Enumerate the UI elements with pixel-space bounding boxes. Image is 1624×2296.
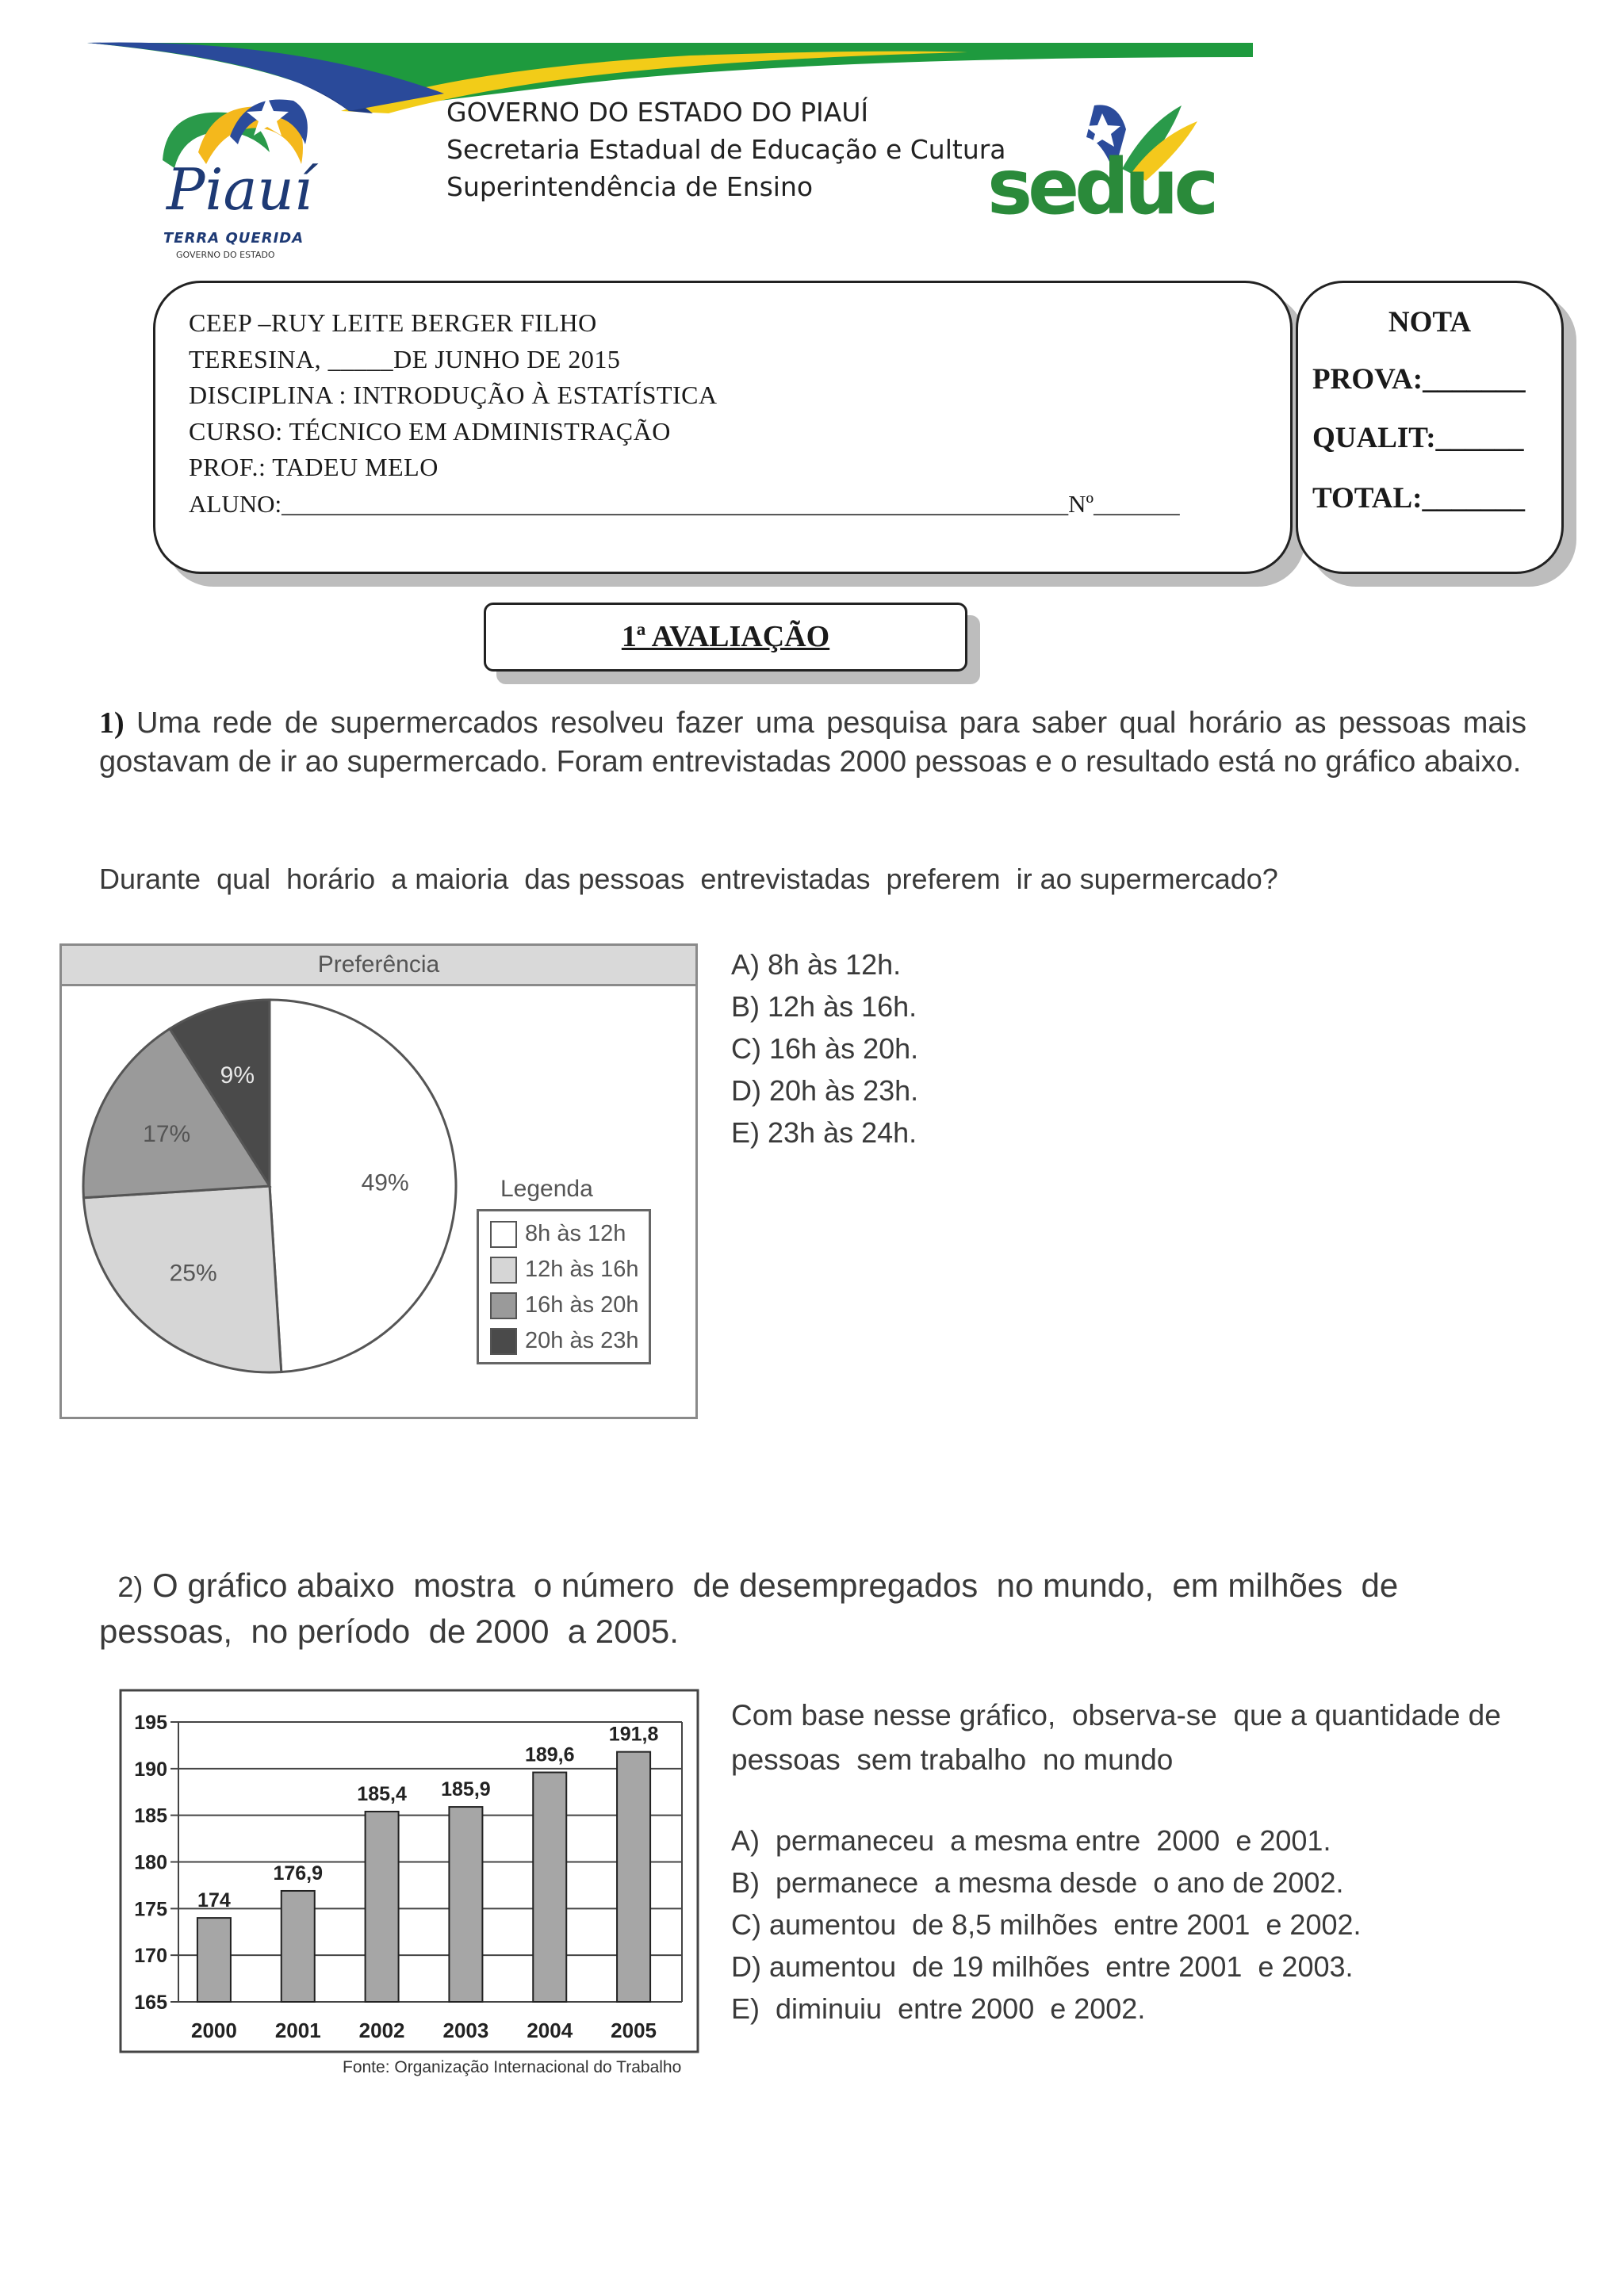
q2-option-e[interactable]: E) diminuiu entre 2000 e 2002. (731, 1992, 1146, 2025)
piaui-logo-tagline: TERRA QUERIDA (163, 230, 304, 247)
question-2-number: 2) (117, 1571, 144, 1603)
bar-value-label: 174 (197, 1889, 231, 1912)
legend-swatch (490, 1221, 517, 1248)
grade-title: NOTA (1388, 306, 1472, 339)
bar-chart-ytick: 190 (134, 1758, 167, 1781)
legend-label: 8h às 12h (525, 1221, 626, 1246)
bar (617, 1752, 650, 2002)
bar-category-label: 2005 (611, 2019, 657, 2042)
legend-swatch (490, 1257, 517, 1284)
exam-title: 1ª AVALIAÇÃO (621, 620, 830, 653)
bar-category-label: 2000 (190, 2019, 237, 2042)
grade-prova-field[interactable]: PROVA:_______ (1312, 363, 1526, 396)
question-2-options (731, 1820, 1362, 2030)
pie-chart (59, 943, 698, 1419)
legend-swatch (490, 1292, 517, 1319)
bar-value-label: 176,9 (273, 1862, 324, 1885)
q2-option-b[interactable]: B) permanece a mesma desde o ano de 2002. (731, 1866, 1344, 1899)
pie-slice-label: 25% (169, 1260, 217, 1287)
bar-category-label: 2002 (358, 2019, 405, 2042)
bar (533, 1773, 566, 2002)
bar-chart-ytick: 185 (134, 1804, 167, 1827)
bar (197, 1918, 231, 2002)
legend-item (490, 1216, 639, 1252)
bar-chart-ytick: 165 (134, 1992, 167, 2014)
bar-value-label: 185,9 (441, 1778, 491, 1801)
subject: DISCIPLINA : INTRODUÇÃO À ESTATÍSTICA (189, 381, 718, 410)
bar-chart (119, 1689, 702, 2085)
bar-category-label: 2001 (274, 2019, 321, 2042)
school-name: CEEP –RUY LEITE BERGER FILHO (189, 308, 597, 337)
pie-slice-label: 49% (361, 1169, 409, 1196)
pie-chart-title: Preferência (317, 951, 440, 978)
legend-swatch (490, 1328, 517, 1355)
grade-qualit-field[interactable]: QUALIT:______ (1312, 422, 1524, 454)
legend-label: 16h às 20h (525, 1292, 639, 1318)
bar-value-label: 191,8 (608, 1723, 659, 1746)
teacher: PROF.: TADEU MELO (189, 453, 439, 482)
student-info-box (153, 281, 1293, 574)
q2-option-a[interactable]: A) permaneceu a mesma entre 2000 e 2001. (731, 1824, 1331, 1857)
question-1-options (731, 943, 918, 1154)
bar-category-label: 2003 (442, 2019, 489, 2042)
gov-line-secretariat: Secretaria Estadual de Educação e Cultura (446, 134, 1006, 165)
q1-option-e[interactable]: E) 23h às 24h. (731, 1116, 917, 1149)
course: CURSO: TÉCNICO EM ADMINISTRAÇÃO (189, 416, 671, 446)
bar (449, 1807, 482, 2002)
q2-option-c[interactable]: C) aumentou de 8,5 milhões entre 2001 e 2002. (731, 1908, 1362, 1941)
legend-item (490, 1323, 639, 1359)
legend-item (490, 1252, 639, 1288)
bar-chart-ytick: 170 (134, 1945, 167, 1968)
legend-title: Legenda (500, 1176, 593, 1202)
bar-value-label: 185,4 (357, 1782, 407, 1805)
seduc-logo (987, 94, 1215, 236)
bar-chart-ytick: 195 (134, 1712, 167, 1734)
legend-label: 20h às 23h (525, 1328, 639, 1353)
exam-date[interactable]: TERESINA, _____DE JUNHO DE 2015 (189, 344, 621, 373)
bar (366, 1812, 399, 2002)
bar-chart-ytick: 175 (134, 1898, 167, 1921)
gov-line-superintendence: Superintendência de Ensino (446, 171, 814, 202)
piaui-logo-sub: GOVERNO DO ESTADO (176, 250, 275, 260)
question-1-prompt: Durante qual horário a maioria das pessoas entrevistadas preferem ir ao supermercado? (99, 863, 1278, 895)
pie-chart-title-bar (62, 946, 695, 986)
question-1-text (99, 704, 1526, 782)
piaui-logo (151, 89, 325, 263)
q2-option-d[interactable]: D) aumentou de 19 milhões entre 2001 e 2003. (731, 1950, 1354, 1983)
bar-category-label: 2004 (527, 2019, 573, 2042)
exam-title-box (484, 603, 967, 672)
bar (282, 1891, 315, 2002)
bar-value-label: 189,6 (524, 1743, 575, 1766)
gov-line-state: GOVERNO DO ESTADO DO PIAUÍ (446, 97, 869, 128)
pie-legend (477, 1176, 651, 1364)
bar-chart-ytick: 180 (134, 1851, 167, 1874)
bar-chart-source: Fonte: Organização Internacional do Trabalho (343, 2058, 682, 2076)
student-name-field[interactable]: ALUNO:________________________________________________________________Nº_______ (189, 489, 1180, 518)
legend-label: 12h às 16h (525, 1257, 639, 1282)
grade-box (1296, 281, 1564, 574)
q1-option-c[interactable]: C) 16h às 20h. (731, 1032, 919, 1065)
pie-slice-label: 17% (143, 1120, 191, 1147)
question-1-body: Uma rede de supermercados resolveu fazer uma pesquisa para saber qual horário as pessoas mais gostavam de ir ao supermercado. Foram entrevistadas 2000 pessoas e o resultado está no gráfico abaixo. (99, 706, 1526, 779)
q1-option-b[interactable]: B) 12h às 16h. (731, 990, 917, 1023)
pie-slice-label: 9% (220, 1062, 255, 1089)
question-2-text (99, 1519, 1431, 1654)
piaui-logo-name: Piauí (167, 156, 312, 223)
q1-option-a[interactable]: A) 8h às 12h. (731, 948, 902, 981)
question-2-intro: Com base nesse gráfico, observa-se que a quantidade de pessoas sem trabalho no mundo (731, 1699, 1510, 1776)
legend-item (490, 1288, 639, 1323)
q1-option-d[interactable]: D) 20h às 23h. (731, 1074, 919, 1107)
grade-total-field[interactable]: TOTAL:_______ (1312, 482, 1525, 515)
question-1-number: 1) (99, 706, 124, 740)
government-header (446, 94, 1006, 205)
question-2-body: O gráfico abaixo mostra o número de desempregados no mundo, em milhões de pessoas, no período de 2000 a 2005. (99, 1567, 1408, 1650)
seduc-logo-name: seduc (987, 143, 1215, 232)
